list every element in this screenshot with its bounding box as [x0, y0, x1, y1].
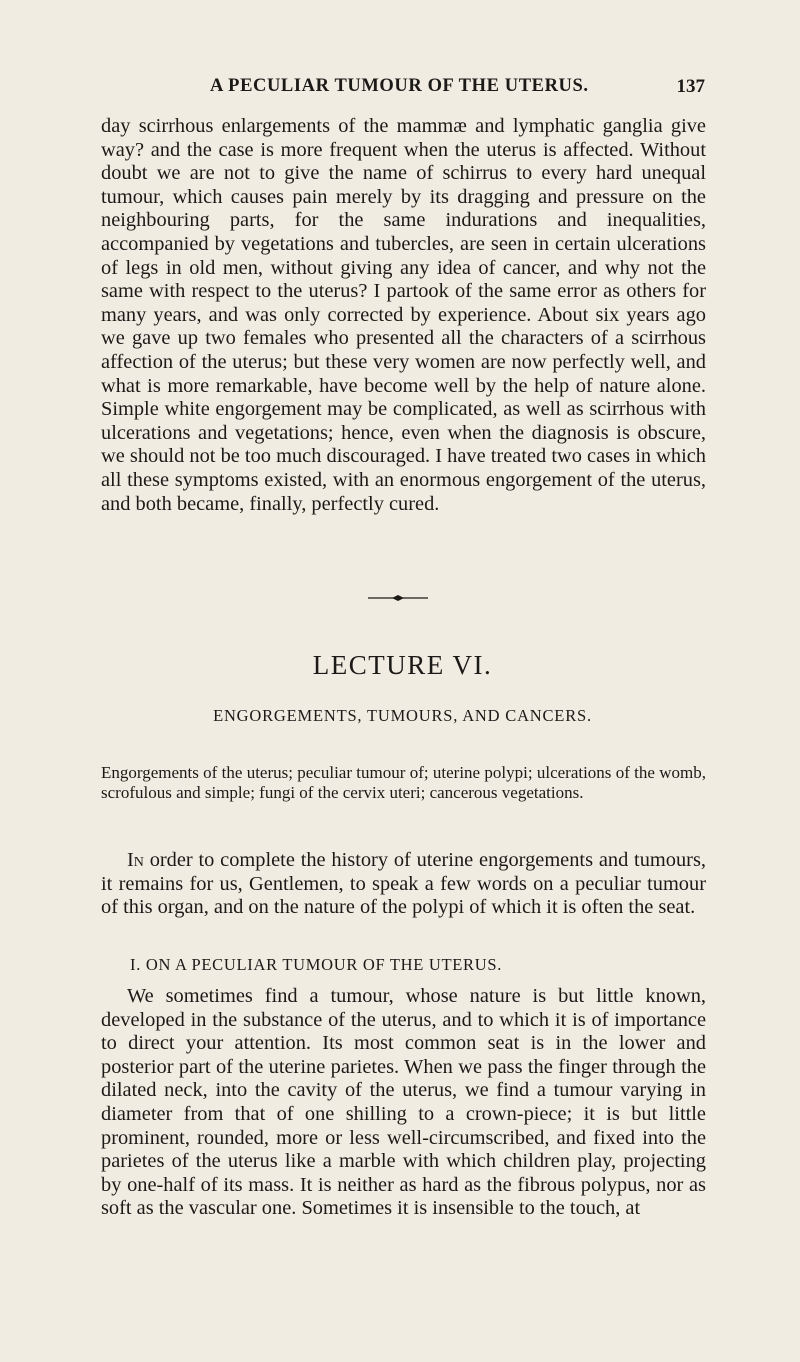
- lecture-subtitle: ENGORGEMENTS, TUMOURS, AND CANCERS.: [213, 706, 592, 725]
- paragraph-intro-lead: In: [127, 849, 144, 871]
- running-head-title: A PECULIAR TUMOUR OF THE UTERUS.: [210, 76, 589, 96]
- section-heading: I. ON A PECULIAR TUMOUR OF THE UTERUS.: [130, 955, 503, 974]
- section-divider-ornament: [368, 594, 428, 602]
- paragraph-tumour-description: We sometimes find a tumour, whose nature is but little known, developed in the substance of the uterus, and to which it is of importance to direct your attention. Its most common seat is in the lower and posterior part of the uterine parietes. When we pass the finger through the dilated neck, into the cavity of the uterus, we find a tumour varying in diameter from that of one shilling to a crown-piece; it is but little prominent, rounded, more or less well-circumscribed, and fixed into the parietes of the uterus like a marble with which children play, projecting by one-half of its mass. It is neither as hard as the fibrous polypus, nor as soft as the vascular one. Sometimes it is insensible to the touch, at: [101, 985, 706, 1220]
- paragraph-continuation: day scirrhous enlargements of the mammæ and lymphatic ganglia give way? and the case is more frequent when the uterus is affected. Without doubt we are not to give the name of schirrus to every hard unequal tumour, which causes pain merely by its dragging and pressure on the neighbouring parts, for the same indurations and inequalities, accompanied by vegetations and tubercles, are seen in certain ulcerations of legs in old men, without giving any idea of cancer, and why not the same with respect to the uterus? I partook of the same error as others for many years, and was only corrected by experience. About six years ago we gave up two females who presented all the characters of a scirrhous affection of the uterus; but these very women are now perfectly well, and what is more remarkable, have become well by the help of nature alone. Simple white engorgement may be complicated, as well as scirrhous with ulcerations and vegetations; hence, even when the diagnosis is obscure, we should not be too much discouraged. I have treated two cases in which all these symptoms existed, with an enormous engorgement of the uterus, and both became, finally, perfectly cured.: [101, 115, 706, 515]
- paragraph-intro-rest: order to complete the history of uterine engorgements and tumours, it remains for us, Gentlemen, to speak a few words on a peculiar tumour of this organ, and on the nature of the polypi of which it is often the seat.: [101, 849, 706, 919]
- paragraph-intro: [101, 849, 706, 920]
- running-head: [100, 76, 705, 102]
- page-number: 137: [676, 76, 705, 97]
- lecture-title: LECTURE VI.: [312, 650, 493, 680]
- lecture-summary: Engorgements of the uterus; peculiar tumour of; uterine polypi; ulcerations of the womb, scrofulous and simple; fungi of the cervix uteri; cancerous vegetations.: [101, 763, 706, 802]
